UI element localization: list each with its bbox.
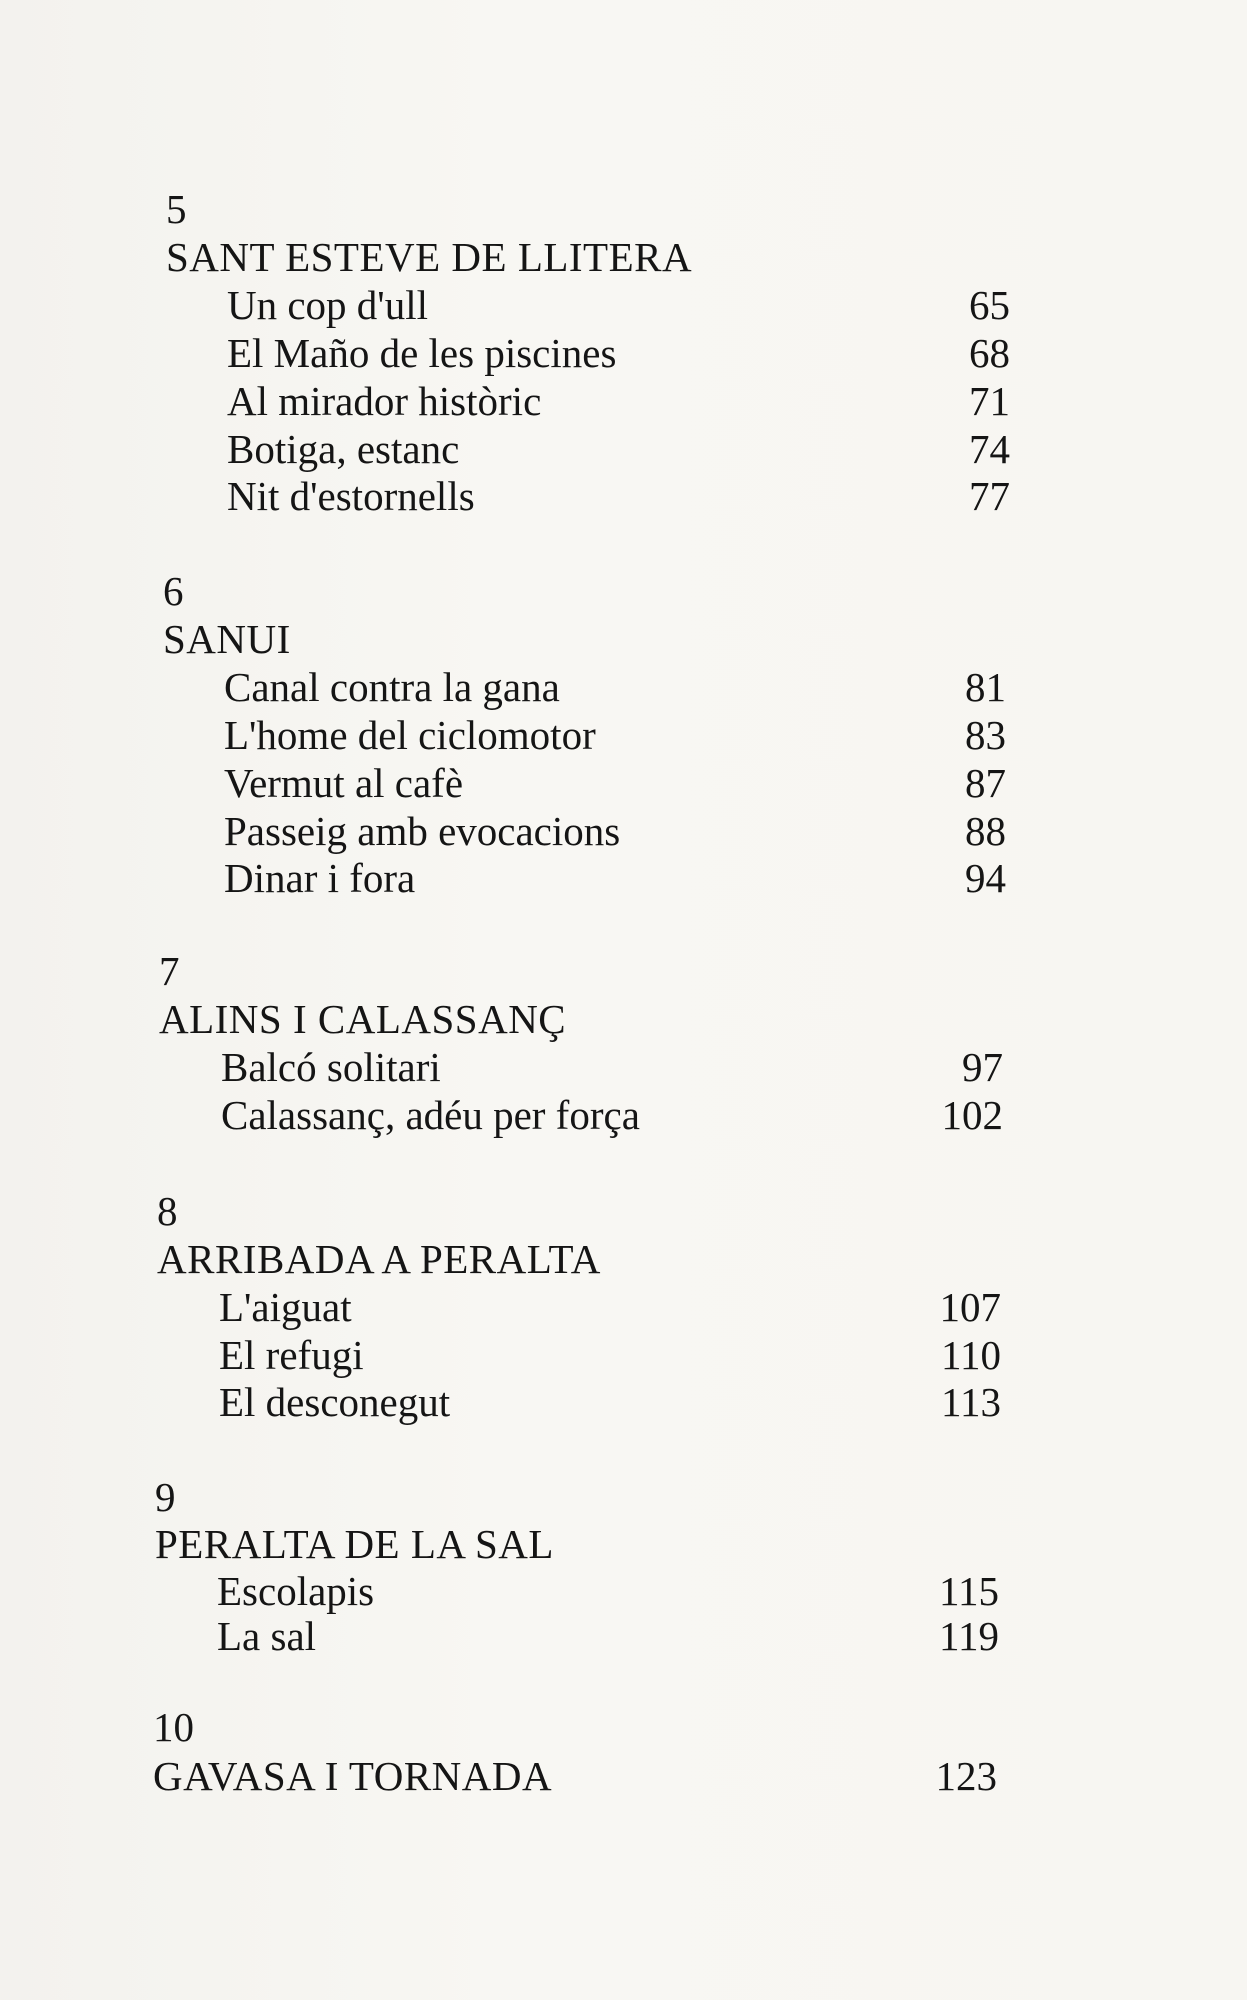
- entry-page: 110: [941, 1332, 1001, 1378]
- chapter-title: SANUI: [163, 616, 291, 662]
- entry-page: 71: [969, 378, 1010, 424]
- entry-page: 119: [939, 1613, 999, 1659]
- entry-page: 87: [965, 760, 1006, 806]
- entry-page: 77: [969, 473, 1010, 519]
- entry-page: 102: [941, 1092, 1003, 1138]
- entry-title: Calassanç, adéu per força: [221, 1092, 640, 1138]
- chapter-title: ALINS I CALASSANÇ: [159, 996, 567, 1042]
- entry-title: La sal: [217, 1613, 317, 1659]
- chapter-title: ARRIBADA A PERALTA: [157, 1236, 601, 1282]
- entry-title: Botiga, estanc: [227, 426, 460, 472]
- chapter-number: 6: [163, 568, 184, 614]
- entry-title: Vermut al cafè: [224, 760, 464, 806]
- chapter-number: 7: [159, 948, 180, 994]
- chapter-title: SANT ESTEVE DE LLITERA: [166, 234, 693, 280]
- entry-title: Nit d'estornells: [227, 473, 475, 519]
- entry-title: Al mirador històric: [227, 378, 542, 424]
- entry-page: 94: [965, 855, 1006, 901]
- entry-page: 65: [969, 282, 1010, 328]
- entry-title: Dinar i fora: [224, 855, 416, 901]
- entry-page: 74: [969, 426, 1010, 472]
- entry-title: Escolapis: [217, 1568, 375, 1614]
- entry-page: 83: [965, 712, 1006, 758]
- chapter-number: 5: [166, 186, 187, 232]
- chapter-number: 9: [155, 1474, 176, 1520]
- entry-page: 107: [939, 1284, 1001, 1330]
- entry-title: Passeig amb evocacions: [224, 808, 621, 854]
- entry-title: El desconegut: [219, 1379, 451, 1425]
- entry-page: 88: [965, 808, 1006, 854]
- entry-title: Un cop d'ull: [227, 282, 428, 328]
- entry-title: Canal contra la gana: [224, 664, 560, 710]
- entry-title: El Maño de les piscines: [227, 330, 617, 376]
- entry-title: Balcó solitari: [221, 1044, 441, 1090]
- entry-page: 113: [941, 1379, 1001, 1425]
- entry-page: 97: [962, 1044, 1003, 1090]
- entry-title: El refugi: [219, 1332, 364, 1378]
- chapter-page: 123: [935, 1753, 997, 1799]
- chapter-number: 10: [153, 1704, 194, 1750]
- entry-title: L'home del ciclomotor: [224, 712, 596, 758]
- chapter-title: PERALTA DE LA SAL: [155, 1521, 554, 1567]
- entry-page: 81: [965, 664, 1006, 710]
- entry-title: L'aiguat: [219, 1284, 352, 1330]
- chapter-title: GAVASA I TORNADA: [153, 1753, 553, 1799]
- entry-page: 115: [939, 1568, 999, 1614]
- chapter-number: 8: [157, 1188, 178, 1234]
- entry-page: 68: [969, 330, 1010, 376]
